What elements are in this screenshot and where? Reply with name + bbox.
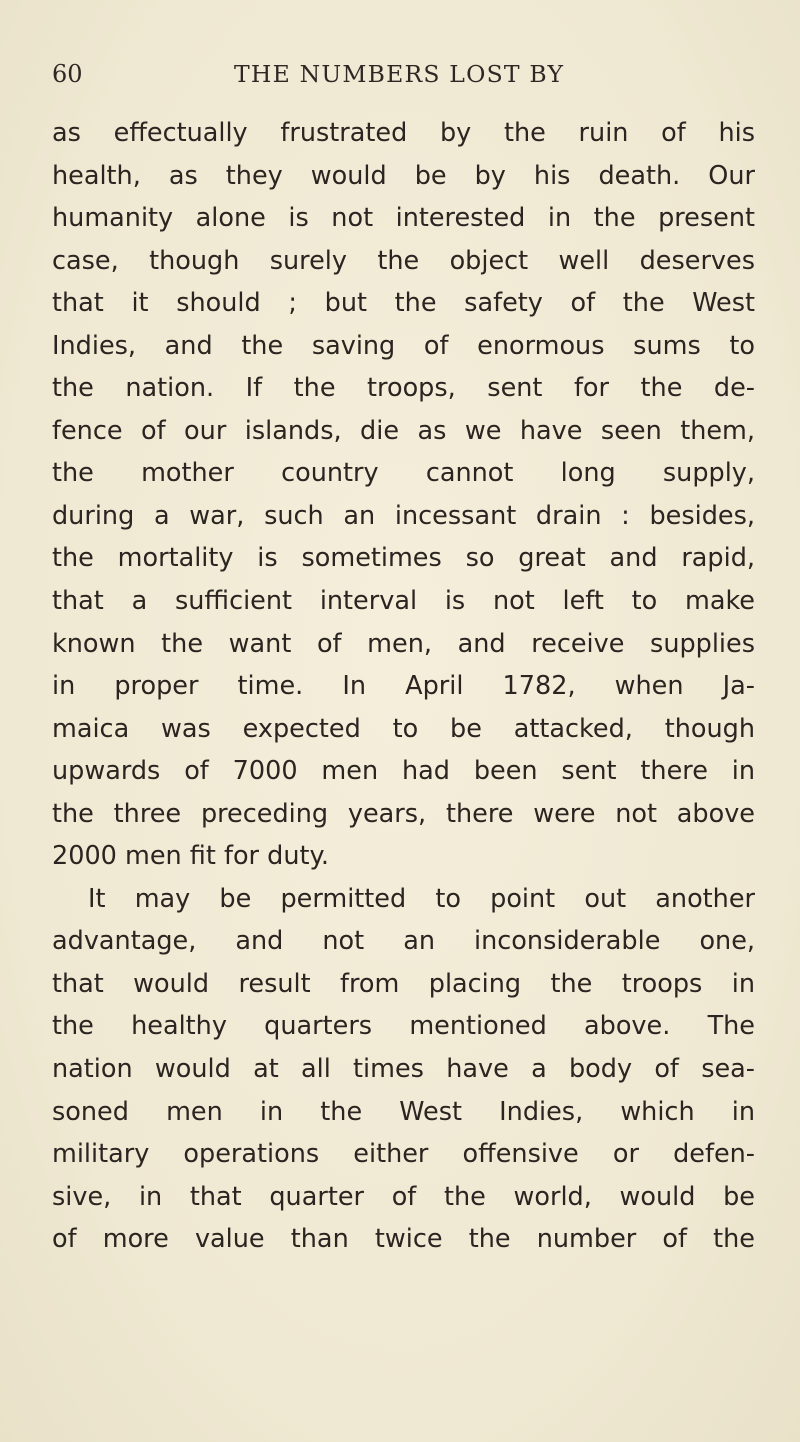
paragraph-start-line: It may be permitted to point out another [88,883,755,914]
page-number: 60 [52,60,83,88]
text-line: that would result from placing the troops in [52,968,755,999]
text-line: the nation. If the troops, sent for the de- [52,373,755,404]
text-line: sive, in that quarter of the world, would be [52,1181,755,1212]
text-line: the three preceding years, there were not above [52,798,755,829]
text-line: upwards of 7000 men had been sent there in [52,756,755,787]
text-line: the mortality is sometimes so great and rapid, [52,543,755,574]
text-line: nation would at all times have a body of sea- [52,1054,755,1085]
text-line: during a war, such an incessant drain : besides, [52,500,755,531]
text-line: case, though surely the object well deserves [52,245,755,276]
paragraph-end-line: 2000 men fit for duty. [52,841,330,872]
text-line: known the want of men, and receive supplies [52,628,755,659]
body-text [52,112,755,1261]
text-line: that a sufficient interval is not left to make [52,586,755,617]
text-line: in proper time. In April 1782, when Ja- [52,671,755,702]
text-line: the mother country cannot long supply, [52,458,755,489]
text-line: the healthy quarters mentioned above. The [52,1011,755,1042]
text-line: maica was expected to be attacked, though [52,713,755,744]
text-line: Indies, and the saving of enormous sums to [52,330,755,361]
text-line: soned men in the West Indies, which in [52,1096,755,1127]
running-head [52,60,752,100]
text-line: health, as they would be by his death. Our [52,160,755,191]
text-line: advantage, and not an inconsiderable one, [52,926,755,957]
text-line: fence of our islands, die as we have seen them, [52,415,755,446]
text-line: of more value than twice the number of the [52,1224,755,1255]
text-line: humanity alone is not interested in the present [52,203,755,234]
text-line: military operations either offensive or defen- [52,1139,755,1170]
text-line: as effectually frustrated by the ruin of his [52,118,755,148]
text-line: that it should ; but the safety of the West [52,288,755,319]
running-title: THE NUMBERS LOST BY [234,60,565,88]
